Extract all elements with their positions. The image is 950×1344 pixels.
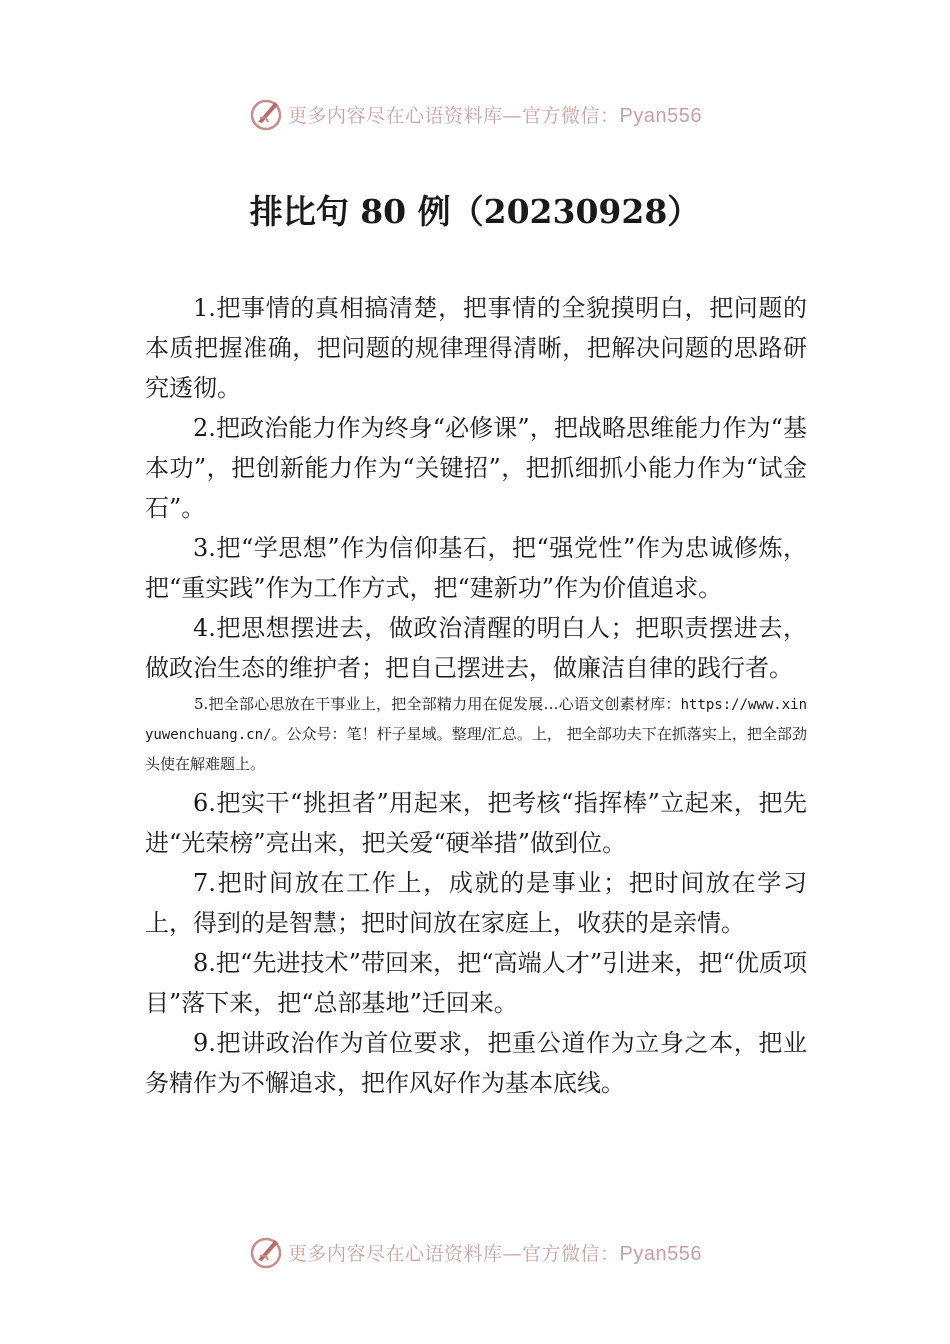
document-body xyxy=(145,288,807,1103)
paragraph-2: 2.把政治能力作为终身“必修课”，把战略思维能力作为“基本功”，把创新能力作为“关键招”，把抓细抓小能力作为“试金石”。 xyxy=(145,414,807,522)
wechat-id: Pyan556 xyxy=(619,104,702,127)
wechat-id: Pyan556 xyxy=(619,1242,702,1265)
header-banner xyxy=(0,94,950,134)
paragraph-8: 8.把“先进技术”带回来，把“高端人才”引进来，把“优质项目”落下来，把“总部基地”迁回来。 xyxy=(145,949,807,1017)
quill-seal-icon xyxy=(248,1234,284,1270)
footer-banner xyxy=(0,1232,950,1272)
paragraph-5 xyxy=(145,690,807,779)
source-url: https://www.xinyuwenchuang.cn/ xyxy=(145,697,807,743)
banner-text: 更多内容尽在心语资料库—官方微信：Pyan556 xyxy=(288,1242,702,1265)
paragraph-4: 4.把思想摆进去，做政治清醒的明白人；把职责摆进去，做政治生态的维护者；把自己摆进去，做廉洁自律的践行者。 xyxy=(145,614,807,682)
paragraph-3: 3.把“学思想”作为信仰基石，把“强党性”作为忠诚修炼，把“重实践”作为工作方式，把“建新功”作为价值追求。 xyxy=(145,534,807,602)
document-title: 排比句 80 例（20230928） xyxy=(249,192,701,231)
paragraph-5-part2: 。公众号：笔！杆子星域。整理/汇总。上， 把全部功夫下在抓落实上，把全部劲头使在解难题上。 xyxy=(145,725,807,773)
paragraph-7: 7.把时间放在工作上，成就的是事业；把时间放在学习上，得到的是智慧；把时间放在家庭上，收获的是亲情。 xyxy=(145,869,807,937)
quill-seal-icon xyxy=(248,96,284,132)
paragraph-9: 9.把讲政治作为首位要求，把重公道作为立身之本，把业务精作为不懈追求，把作风好作为基本底线。 xyxy=(145,1029,807,1097)
paragraph-5-part1: 5.把全部心思放在干事业上，把全部精力用在促发展…心语文创素材库： xyxy=(194,695,681,713)
paragraph-6: 6.把实干“挑担者”用起来，把考核“指挥棒”立起来，把先进“光荣榜”亮出来，把关爱“硬举措”做到位。 xyxy=(145,789,807,857)
paragraph-1: 1.把事情的真相搞清楚，把事情的全貌摸明白，把问题的本质把握准确，把问题的规律理得清晰，把解决问题的思路研究透彻。 xyxy=(145,294,807,402)
banner-text: 更多内容尽在心语资料库—官方微信：Pyan556 xyxy=(288,104,702,127)
